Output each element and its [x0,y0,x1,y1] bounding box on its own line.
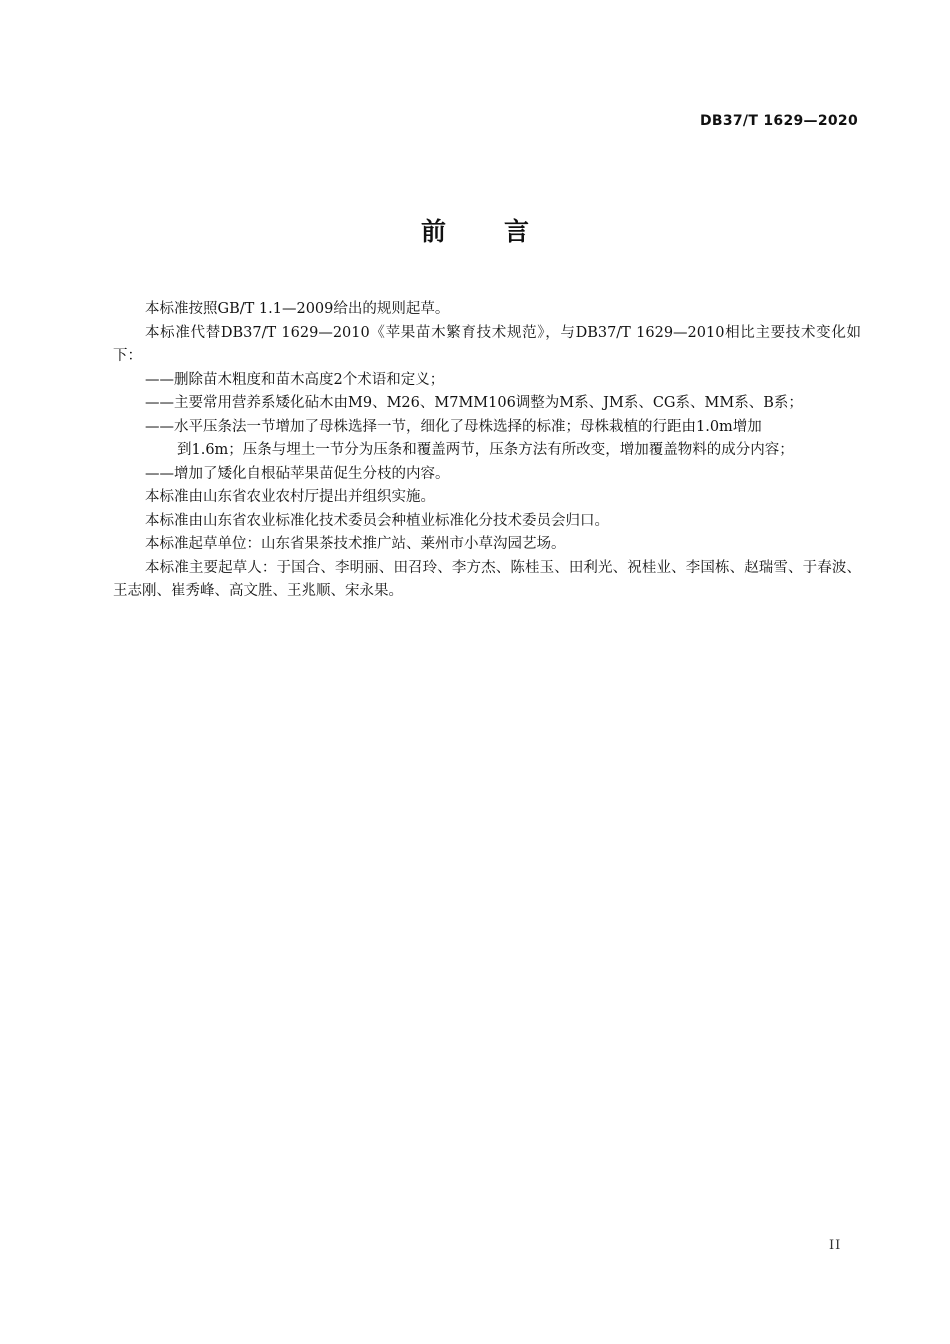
change-item-1: ——删除苗木粗度和苗木高度2个术语和定义； [145,371,445,388]
change-item-4: ——增加了矮化自根砧苹果苗促生分枝的内容。 [145,465,450,482]
change-item-2: ——主要常用营养系矮化砧木由M9、M26、M7MM106调整为M系、JM系、CG系、MM系、B系； [145,395,803,411]
paragraph-proposer: 本标准由山东省农业农村厅提出并组织实施。 [145,489,435,505]
change-item-3-line-1: ——水平压条法一节增加了母株选择一节，细化了母株选择的标准；母株栽植的行距由1.0m增加 [145,418,762,435]
change-item-3-line-2: 到1.6m；压条与埋土一节分为压条和覆盖两节，压条方法有所改变，增加覆盖物料的成分内容； [177,442,794,458]
foreword-body [113,298,861,604]
page-title: 前言 [420,217,587,246]
paragraph-committee: 本标准由山东省农业标准化技术委员会种植业标准化分技术委员会归口。 [145,512,609,529]
paragraph-drafting-units: 本标准起草单位：山东省果茶技术推广站、莱州市小草沟园艺场。 [145,536,566,552]
document-code: DB37/T 1629—2020 [699,113,858,129]
paragraph-drafters: 本标准主要起草人：于国合、李明丽、田召玲、李方杰、陈桂玉、田利光、祝桂业、李国栋、赵瑞雪、于春波、王志刚、崔秀峰、高文胜、王兆顺、宋永果。 [113,559,861,599]
page-number: II [829,1238,842,1253]
paragraph-replacement: 本标准代替DB37/T 1629—2010《苹果苗木繁育技术规范》，与DB37/T 1629—2010相比主要技术变化如下： [113,324,861,364]
change-item-3 [113,416,861,463]
paragraph-drafting-rules: 本标准按照GB/T 1.1—2009给出的规则起草。 [145,301,450,317]
